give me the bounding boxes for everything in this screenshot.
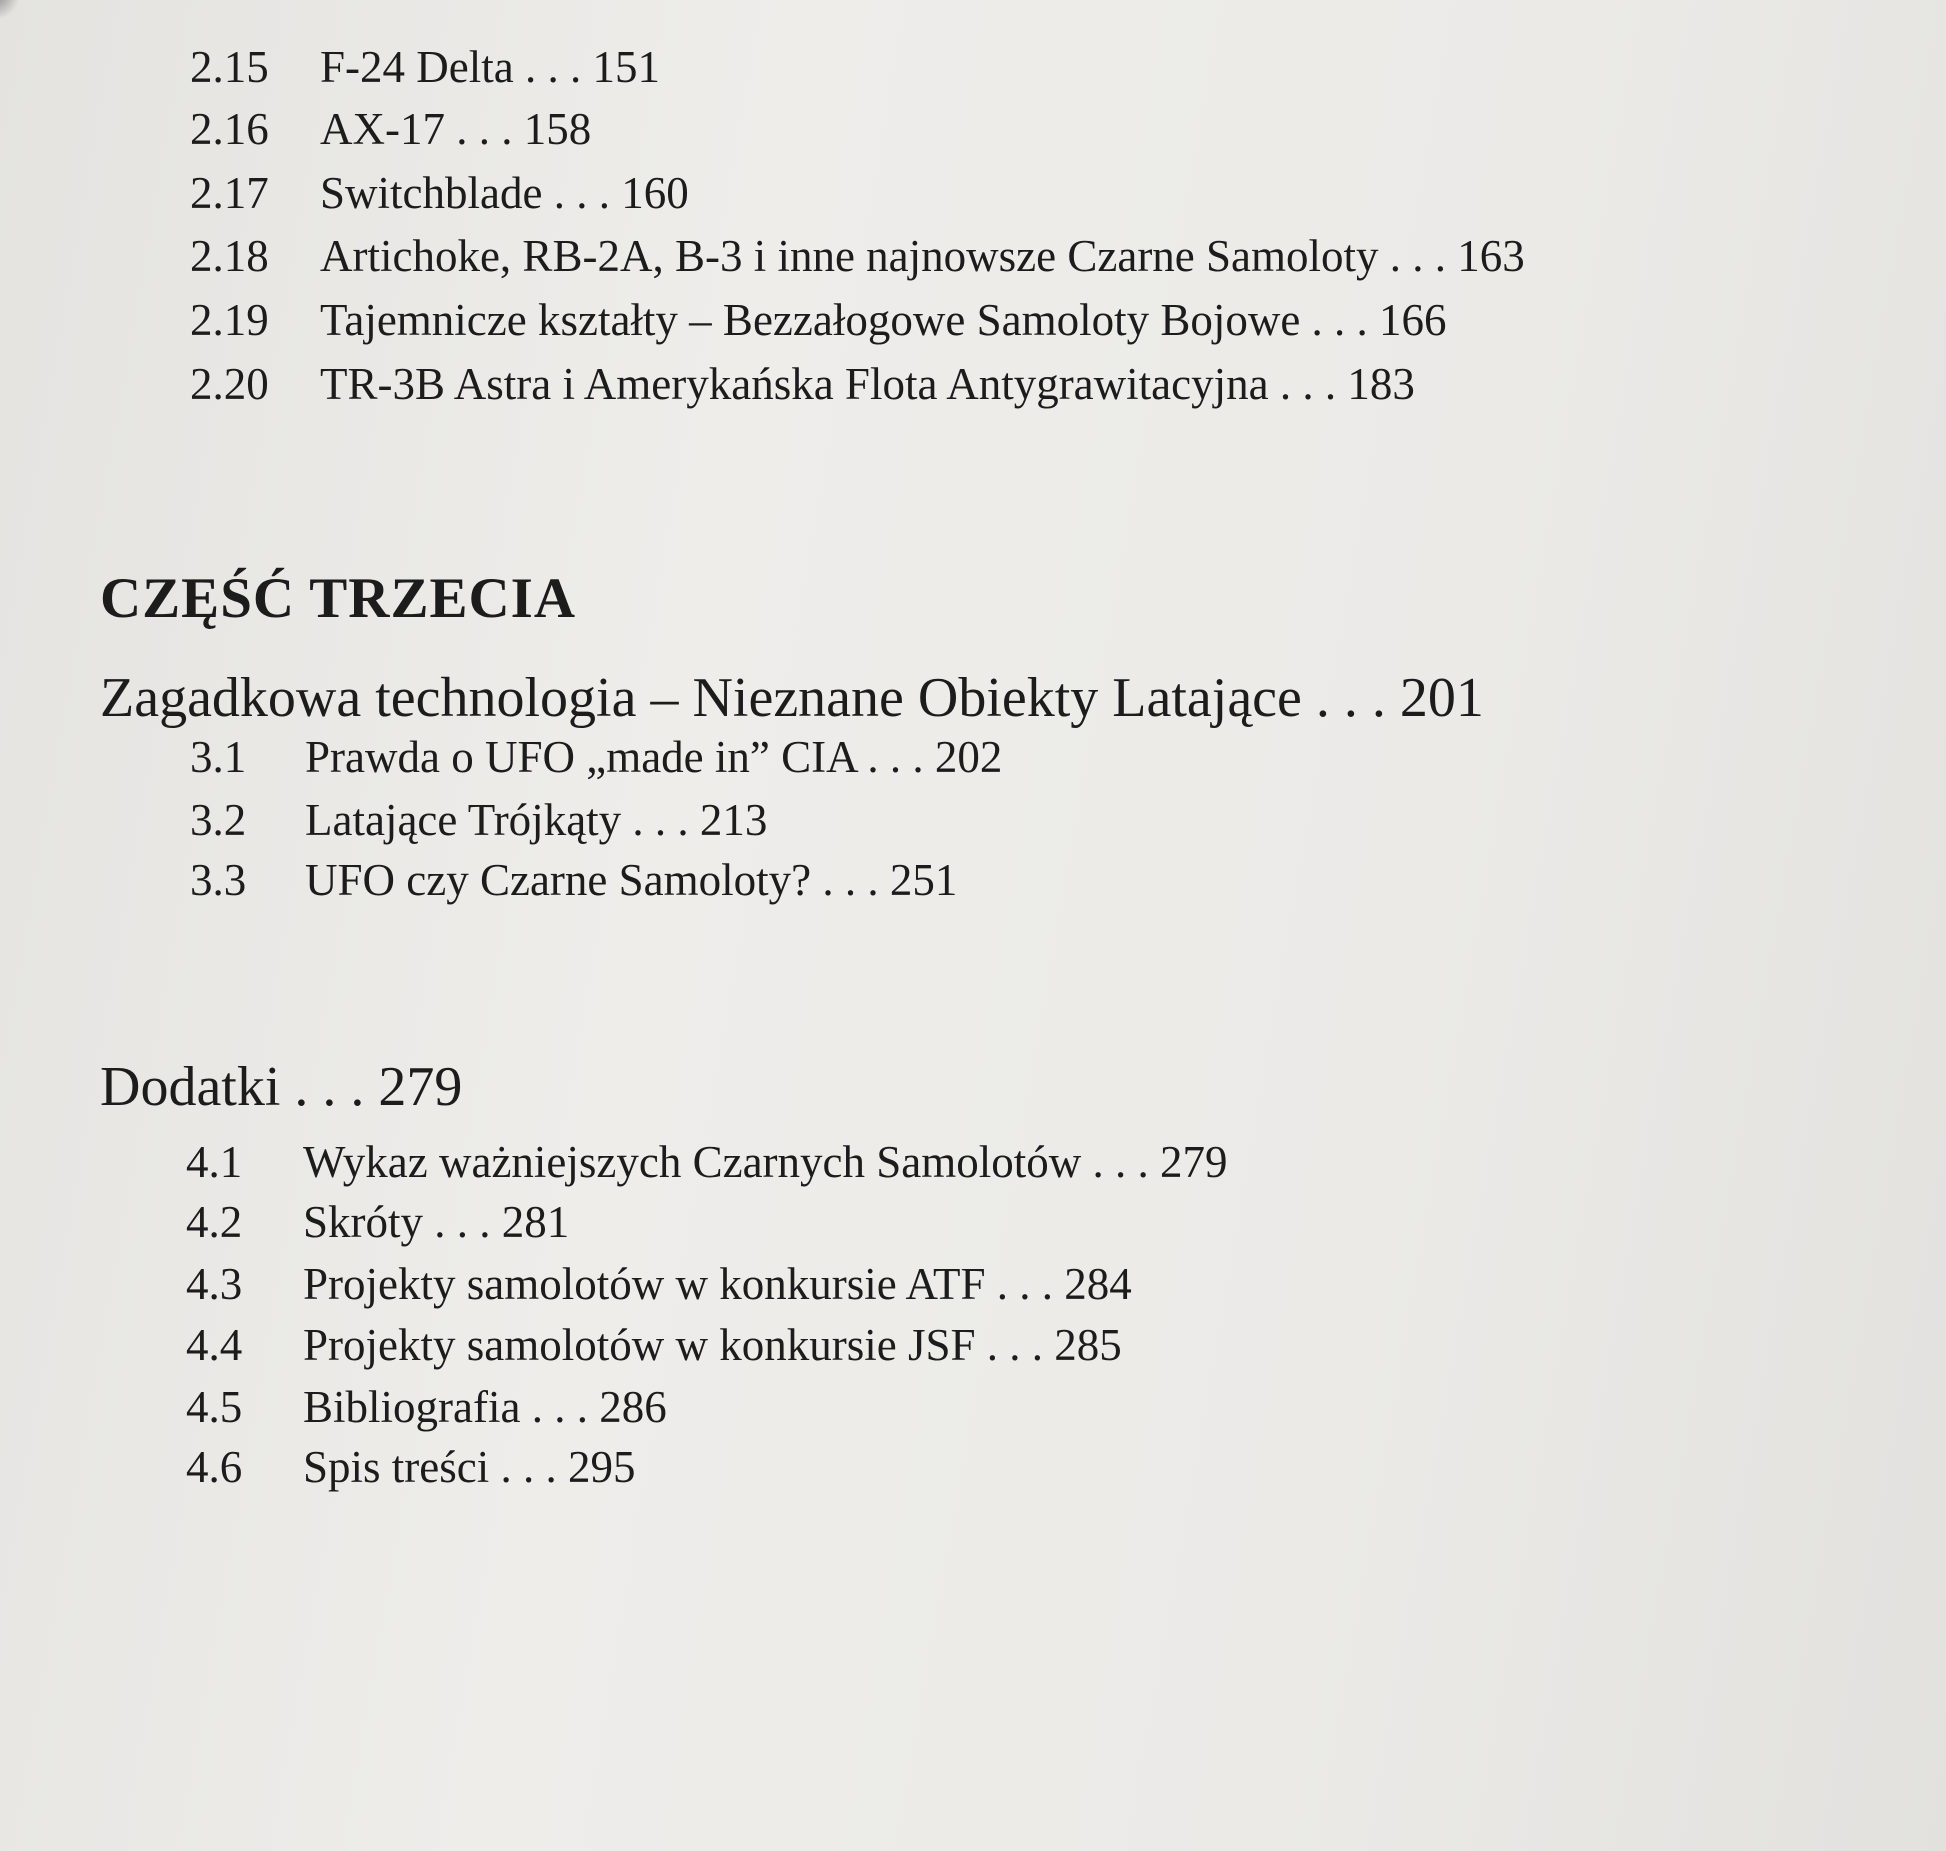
appendix-title: Dodatki . . . 279	[100, 1056, 463, 1118]
entry-number: 4.3	[186, 1259, 243, 1309]
entry-text: F-24 Delta . . . 151	[320, 42, 660, 92]
entry-text: UFO czy Czarne Samoloty? . . . 251	[305, 855, 958, 905]
entry-text: Bibliografia . . . 286	[303, 1382, 667, 1432]
entry-number: 4.4	[186, 1320, 243, 1370]
entry-number: 4.2	[186, 1197, 243, 1247]
entry-number: 4.1	[186, 1137, 243, 1187]
entry-number: 2.20	[190, 359, 269, 409]
entry-text: Tajemnicze kształty – Bezzałogowe Samoloty Bojowe . . . 166	[320, 295, 1447, 345]
entry-number: 3.1	[190, 732, 247, 782]
entry-text: Projekty samolotów w konkursie JSF . . . 285	[303, 1320, 1122, 1370]
page-corner-shadow	[0, 0, 20, 20]
entry-text: Spis treści . . . 295	[303, 1442, 636, 1492]
entry-number: 4.5	[186, 1382, 243, 1432]
entry-number: 2.19	[190, 295, 269, 345]
entry-number: 2.16	[190, 104, 269, 154]
entry-text: TR-3B Astra i Amerykańska Flota Antygrawitacyjna . . . 183	[320, 359, 1415, 409]
entry-text: Skróty . . . 281	[303, 1197, 570, 1247]
entry-number: 2.18	[190, 231, 269, 281]
entry-text: Latające Trójkąty . . . 213	[305, 795, 768, 845]
entry-text: AX-17 . . . 158	[320, 104, 592, 154]
entry-text: Switchblade . . . 160	[320, 168, 689, 218]
entry-text: Prawda o UFO „made in” CIA . . . 202	[305, 732, 1003, 782]
entry-number: 3.3	[190, 855, 247, 905]
entry-text: Artichoke, RB-2A, B-3 i inne najnowsze Czarne Samoloty . . . 163	[320, 231, 1525, 281]
entry-number: 3.2	[190, 795, 247, 845]
part-three-heading: CZĘŚĆ TRZECIA	[100, 567, 577, 630]
entry-text: Wykaz ważniejszych Czarnych Samolotów . . . 279	[303, 1137, 1228, 1187]
entry-number: 2.17	[190, 168, 269, 218]
entry-number: 4.6	[186, 1442, 243, 1492]
entry-text: Projekty samolotów w konkursie ATF . . . 284	[303, 1259, 1132, 1309]
entry-number: 2.15	[190, 42, 269, 92]
part-three-title: Zagadkowa technologia – Nieznane Obiekty Latające . . . 201	[100, 667, 1484, 729]
